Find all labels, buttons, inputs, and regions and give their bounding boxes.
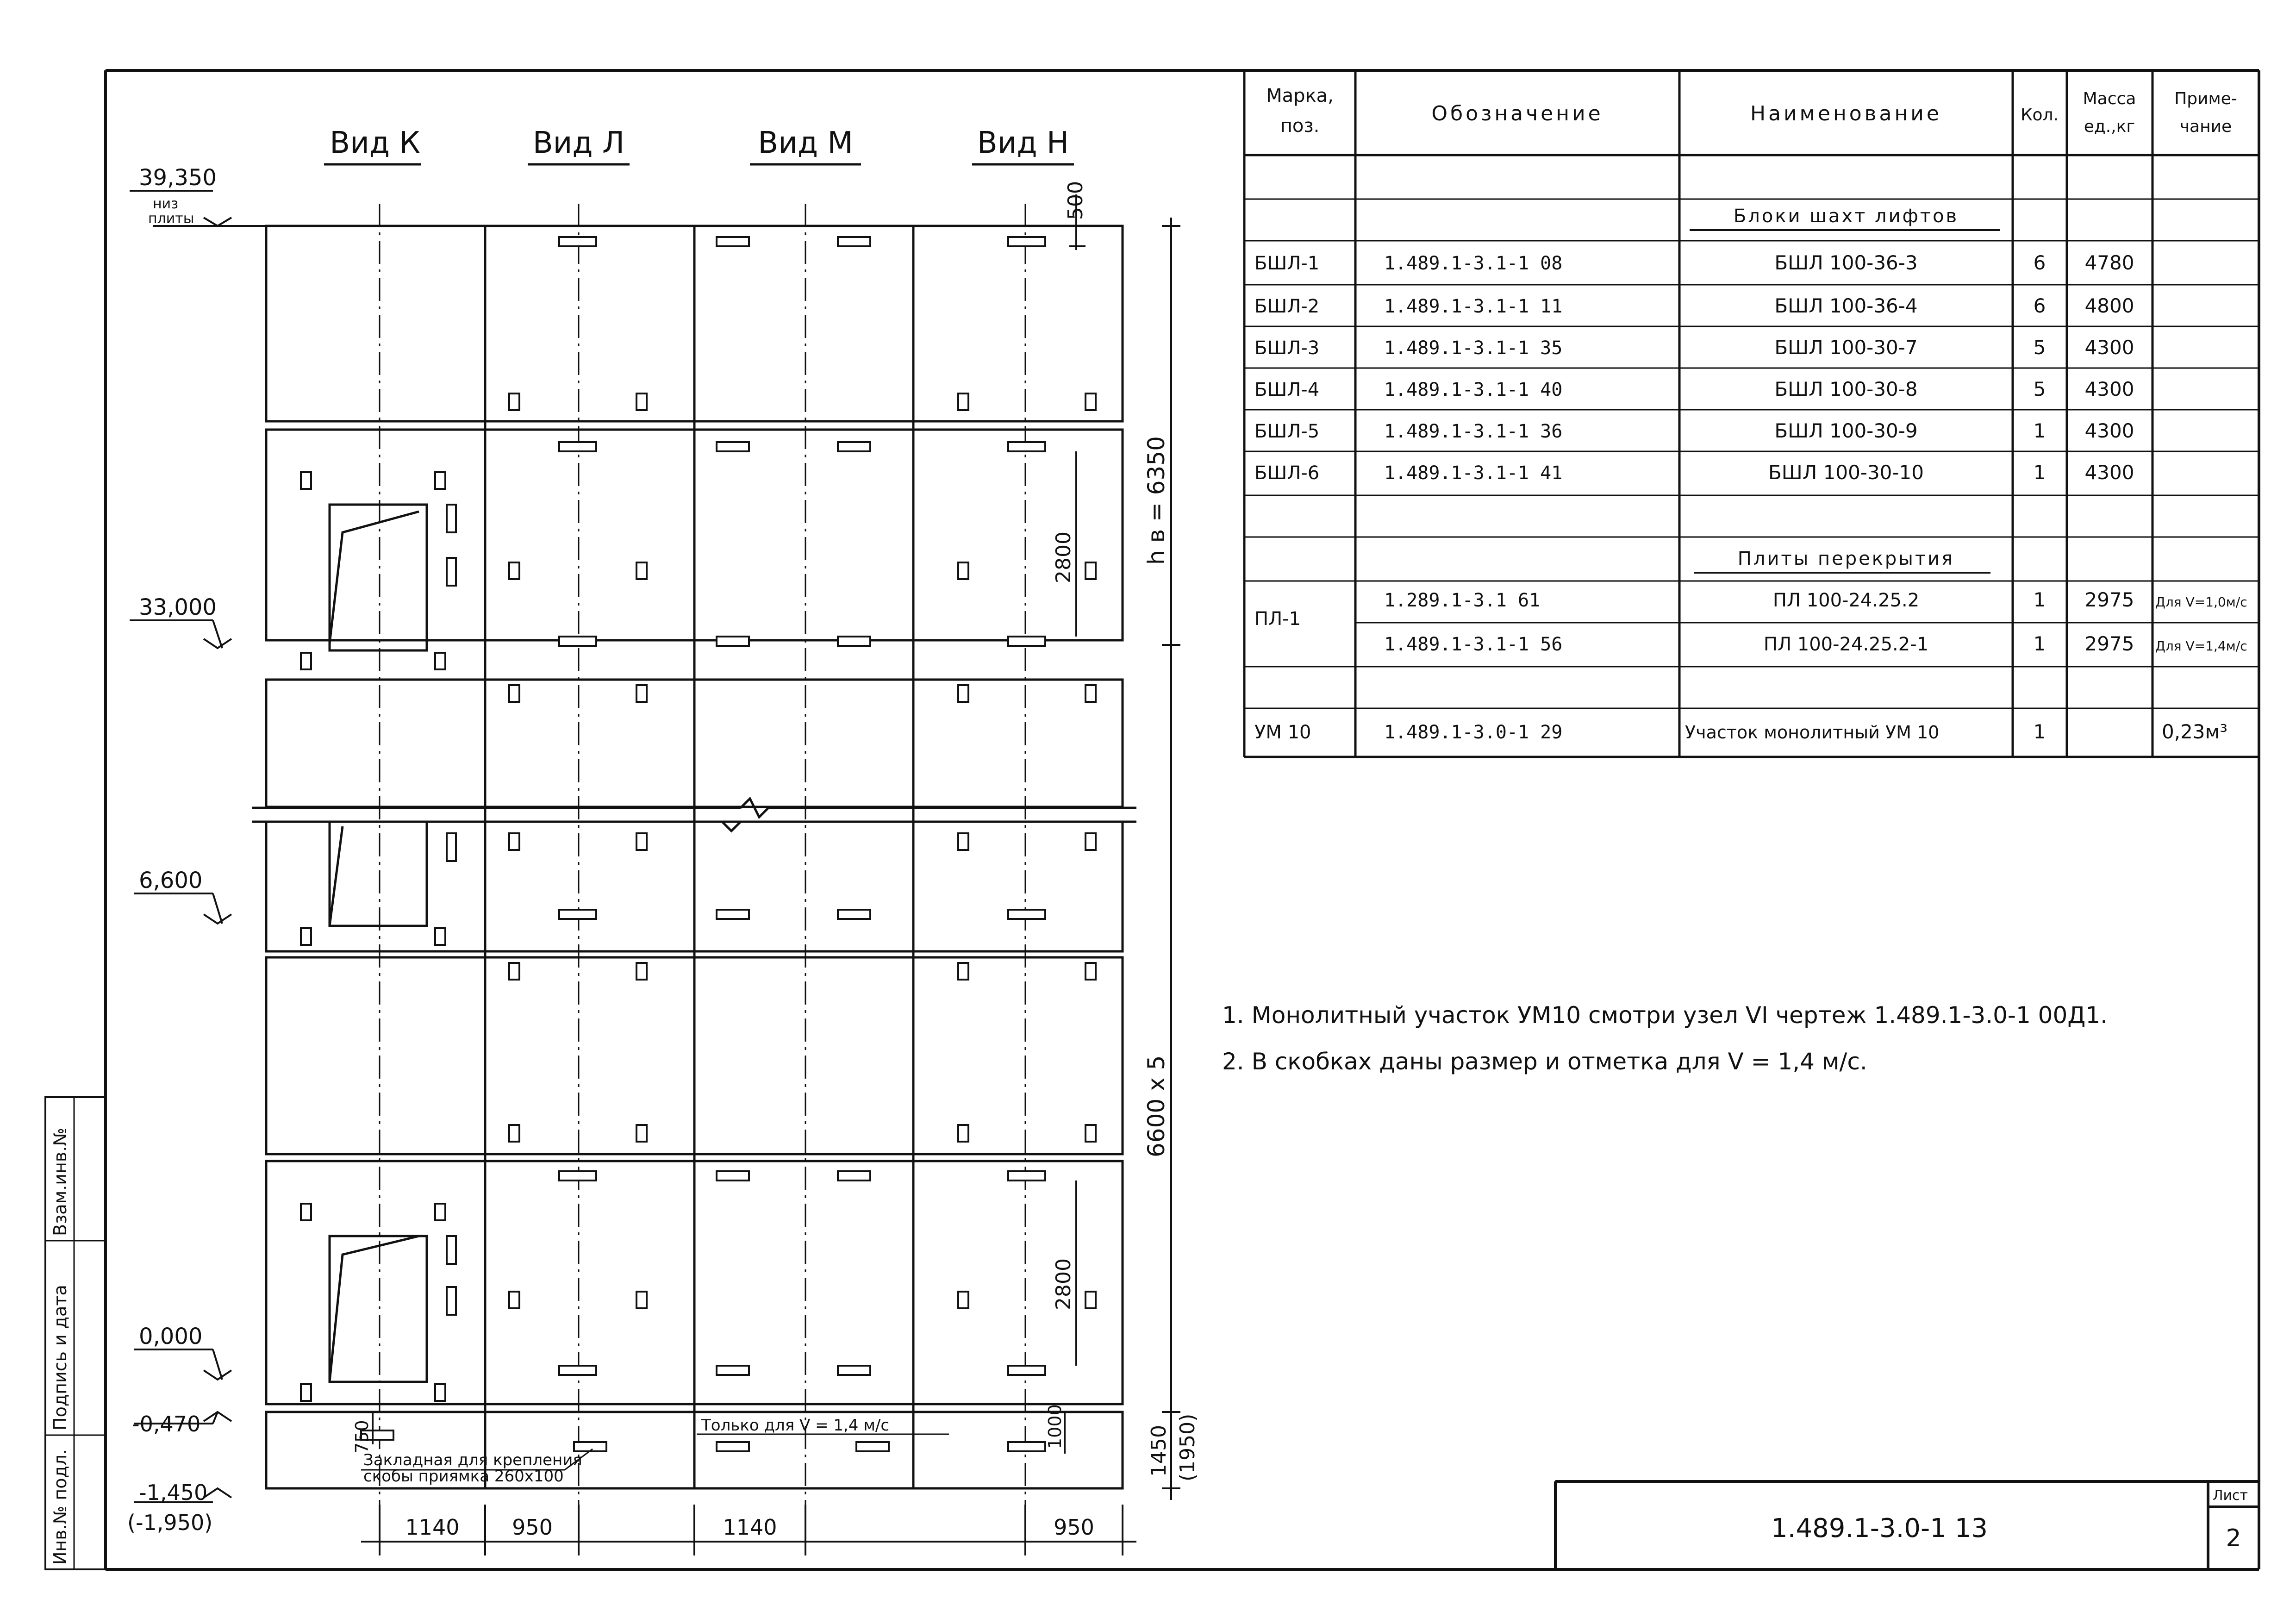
row-note: 0,23м³ — [2162, 720, 2228, 743]
row-name: БШЛ 100-30-8 — [1774, 378, 1918, 400]
sheet-number: 2 — [2226, 1524, 2241, 1552]
dim-bottom-950-a: 950 — [512, 1515, 553, 1540]
door-openings — [330, 505, 427, 1382]
row-name: БШЛ 100-30-10 — [1768, 461, 1924, 484]
dim-bottom-1140-a: 1140 — [405, 1515, 460, 1540]
row-qty: 5 — [2033, 336, 2046, 359]
row-note: Для V=1,0м/с — [2155, 594, 2247, 610]
plate-mark: ПЛ-1 — [1254, 608, 1301, 630]
axis-lines — [380, 204, 1025, 1537]
table-row — [1254, 294, 2134, 317]
spec-table — [1244, 70, 2259, 757]
header-mark-2: поз. — [1280, 115, 1320, 137]
row-mass: 2975 — [2084, 588, 2134, 611]
row-designation: 1.489.1-3.1-1 35 — [1384, 337, 1563, 359]
embedded-plates — [301, 237, 1096, 1451]
dim-2800-bottom: 2800 — [1052, 1258, 1075, 1310]
sheet-label: Лист — [2213, 1487, 2248, 1504]
header-mark-1: Марка, — [1266, 85, 1334, 106]
dim-2800-top: 2800 — [1052, 531, 1075, 583]
section-blocks: Блоки шахт лифтов — [1733, 206, 1959, 227]
row-note: Для V=1,4м/с — [2155, 638, 2247, 654]
row-mass: 4300 — [2084, 336, 2134, 359]
row-designation: 1.489.1-3.1-1 11 — [1384, 296, 1563, 317]
level-33000: 33,000 — [139, 594, 217, 620]
side-stamp — [45, 1097, 106, 1569]
row-mass: 4780 — [2084, 251, 2134, 274]
side-stamp-inv: Инв.№ подл. — [50, 1449, 70, 1565]
sheet-frame — [106, 70, 2259, 1569]
row-qty: 1 — [2033, 632, 2046, 655]
level-top-note-1: низ — [153, 196, 179, 212]
level-minus-1450: -1,450 — [139, 1480, 208, 1505]
row-mark: БШЛ-6 — [1254, 462, 1320, 484]
table-row — [1254, 419, 2134, 442]
row-designation: 1.489.1-3.0-1 29 — [1384, 722, 1563, 743]
row-qty: 1 — [2033, 461, 2046, 484]
header-designation: Обозначение — [1431, 102, 1603, 125]
view-title-l: Вид Л — [532, 126, 625, 160]
row-name: БШЛ 100-36-3 — [1774, 251, 1918, 274]
dim-500: 500 — [1064, 181, 1087, 220]
dim-6600x5: 6600 x 5 — [1143, 1055, 1170, 1157]
side-stamp-replace: Взам.инв.№ — [50, 1128, 70, 1236]
level-6600: 6,600 — [139, 868, 203, 893]
row-mass: 2975 — [2084, 632, 2134, 655]
only-for-note: Только для V = 1,4 м/с — [701, 1416, 890, 1435]
row-mark: БШЛ-1 — [1254, 253, 1320, 274]
row-designation: 1.489.1-3.1-1 40 — [1384, 379, 1563, 400]
table-row — [1254, 336, 2134, 359]
row-designation: 1.489.1-3.1-1 08 — [1384, 253, 1563, 274]
level-top: 39,350 — [139, 165, 217, 191]
view-title-n: Вид Н — [977, 126, 1069, 160]
row-name: ПЛ 100-24.25.2-1 — [1763, 634, 1929, 655]
row-designation: 1.489.1-3.1-1 41 — [1384, 462, 1563, 484]
row-name: Участок монолитный УМ 10 — [1685, 722, 1940, 743]
row-mass: 4300 — [2084, 419, 2134, 442]
level-0000: 0,000 — [139, 1324, 203, 1349]
dim-hb: h в = 6350 — [1143, 436, 1170, 565]
row-mark: УМ 10 — [1254, 722, 1311, 743]
row-qty: 1 — [2033, 588, 2046, 611]
row-designation: 1.489.1-3.1-1 36 — [1384, 421, 1563, 442]
view-title-m: Вид М — [758, 126, 853, 160]
elevation-blocks — [266, 226, 1123, 1488]
dim-1450: 1450 — [1147, 1425, 1171, 1477]
header-note-2: чание — [2179, 117, 2232, 136]
level-marks — [130, 191, 266, 1502]
header-mass-1: Масса — [2083, 89, 2136, 108]
table-row — [1254, 720, 2227, 743]
header-name: Наименование — [1750, 102, 1942, 125]
table-row — [1384, 632, 2247, 655]
level-minus-1950: (-1,950) — [127, 1510, 213, 1535]
embed-note-1: Закладная для крепления — [363, 1451, 582, 1469]
row-name: ПЛ 100-24.25.2 — [1772, 590, 1920, 611]
dim-bottom-1140-b: 1140 — [723, 1515, 777, 1540]
row-mass: 4800 — [2084, 294, 2134, 317]
row-qty: 1 — [2033, 419, 2046, 442]
table-row — [1254, 378, 2134, 400]
row-qty: 5 — [2033, 378, 2046, 400]
note-2: 2. В скобках даны размер и отметка для V = 1,4 м/с. — [1222, 1048, 1867, 1075]
header-qty: Кол. — [2020, 106, 2059, 125]
embed-note-2: скобы приямка 260х100 — [363, 1467, 564, 1486]
row-qty: 6 — [2033, 294, 2046, 317]
row-qty: 1 — [2033, 720, 2046, 743]
row-qty: 6 — [2033, 251, 2046, 274]
row-designation: 1.289.1-3.1 61 — [1384, 590, 1541, 611]
view-titles — [324, 126, 1074, 164]
row-mark: БШЛ-5 — [1254, 421, 1320, 442]
table-row — [1384, 588, 2247, 611]
dim-1000: 1000 — [1045, 1404, 1065, 1449]
level-top-note-2: плиты — [148, 211, 194, 227]
row-designation: 1.489.1-3.1-1 56 — [1384, 634, 1563, 655]
dim-750: 750 — [352, 1420, 372, 1454]
row-name: БШЛ 100-30-9 — [1774, 419, 1918, 442]
level-minus-0470: -0,470 — [132, 1412, 201, 1437]
drawing-code: 1.489.1-3.0-1 13 — [1771, 1513, 1988, 1543]
row-mass: 4300 — [2084, 461, 2134, 484]
header-note-1: Приме- — [2174, 89, 2237, 108]
side-stamp-signature: Подпись и дата — [50, 1285, 70, 1430]
table-row — [1254, 251, 2134, 274]
section-plates: Плиты перекрытия — [1737, 548, 1955, 569]
dim-bottom-950-b: 950 — [1054, 1515, 1094, 1540]
view-title-k: Вид К — [330, 126, 420, 160]
row-mass: 4300 — [2084, 378, 2134, 400]
note-1: 1. Монолитный участок УМ10 смотри узел VI чертеж 1.489.1-3.0-1 00Д1. — [1222, 1002, 2108, 1029]
row-mark: БШЛ-3 — [1254, 337, 1320, 359]
row-name: БШЛ 100-36-4 — [1774, 294, 1918, 317]
table-row — [1254, 461, 2134, 484]
header-mass-2: ед.,кг — [2084, 117, 2135, 136]
dim-1950: (1950) — [1176, 1413, 1199, 1481]
row-name: БШЛ 100-30-7 — [1774, 336, 1918, 359]
row-mark: БШЛ-4 — [1254, 379, 1320, 400]
row-mark: БШЛ-2 — [1254, 296, 1320, 317]
